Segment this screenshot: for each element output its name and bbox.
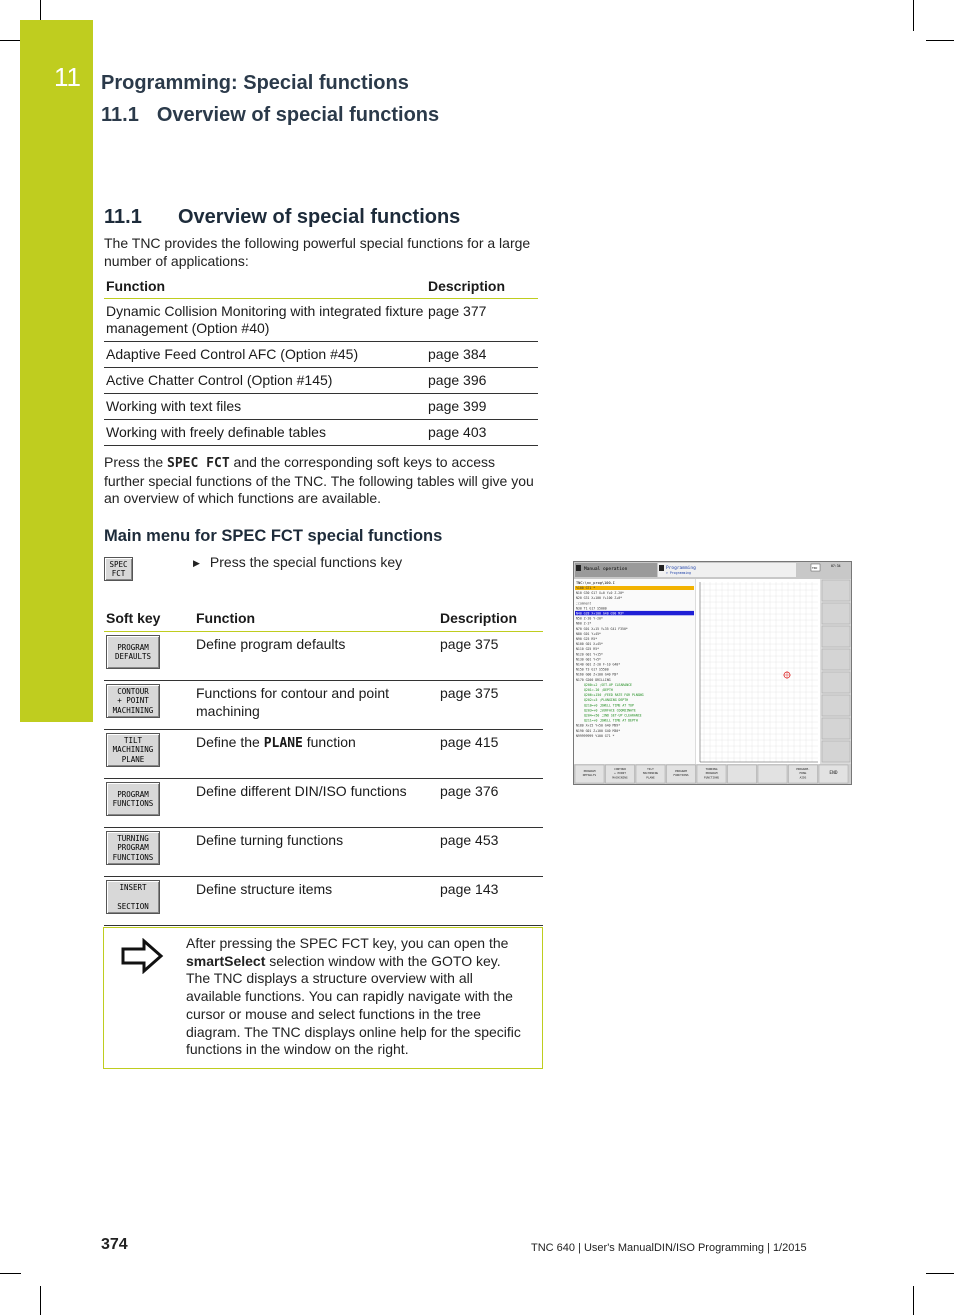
softkey-cell (104, 828, 194, 877)
page-reference-cell: page 399 (426, 394, 538, 420)
arrow-right-icon (120, 938, 164, 974)
screen-code-line: N70 G01 X+15 Y+35 G41 F350* (576, 626, 628, 631)
screen-code-line: ;comment (576, 601, 592, 606)
screen-mode-sub: > Programming (666, 571, 691, 575)
function-cell: Dynamic Collision Monitoring with integrated fixture management (Option #40) (104, 299, 426, 342)
screen-code-line: N140 G01 Z-20 F-10 G40* (576, 662, 621, 667)
section-heading (104, 206, 460, 229)
section-title: Overview of special functions (178, 206, 461, 228)
screen-softkey-label: FUNCTIONS (673, 773, 689, 778)
page-number: 374 (101, 1236, 128, 1253)
function-text: Define turning functions (196, 832, 344, 848)
softkey-image: PROGRAM DEFAULTS (106, 635, 160, 669)
tnc-screen-image (574, 562, 851, 784)
function-cell: Adaptive Feed Control AFC (Option #45) (104, 342, 426, 368)
crop-mark (926, 1273, 954, 1274)
table-row (104, 394, 538, 420)
spec-fct-key: SPEC FCT (104, 557, 133, 581)
screen-code-line: N20 G31 X+100 Y+100 Z+0* (576, 596, 623, 601)
note-text-part: After pressing the SPEC FCT key, you can open the (186, 935, 509, 951)
table-row (104, 730, 543, 779)
screen-softkey-label: TILT (647, 767, 654, 771)
softkey-image: TURNING PROGRAM FUNCTIONS (106, 831, 160, 865)
chapter-sidebar (20, 20, 93, 722)
function-cell (194, 681, 438, 730)
screen-vertical-softkey (822, 649, 850, 670)
screen-code-line: N99999999 %100 G71 * (576, 733, 615, 738)
table-row (104, 877, 543, 926)
crop-mark (913, 0, 914, 31)
crop-mark (40, 0, 41, 21)
paragraph-text: Press the (104, 454, 168, 470)
softkey-image: TILT MACHINING PLANE (106, 733, 160, 767)
softkey-cell (104, 681, 194, 730)
screen-code-line: N100 G01 X+45* (576, 642, 603, 647)
function-text: Define different DIN/ISO functions (196, 783, 407, 799)
screen-code-line: Q202=+5 ;PLUNGING DEPTH (584, 698, 629, 703)
page-reference-cell: page 375 (438, 681, 543, 730)
chapter-number: 11 (54, 62, 81, 92)
screen-code-line: N30 T1 G17 S5000 (576, 606, 607, 611)
screen-clock: 07:34 (831, 564, 841, 568)
softkey-cell (104, 779, 194, 828)
page-reference-cell: page 143 (438, 877, 543, 926)
softkey-cell (104, 877, 194, 926)
intro-paragraph: The TNC provides the following powerful special functions for a large number of applications: (104, 235, 531, 269)
softkey-image: PROGRAM FUNCTIONS (106, 782, 160, 816)
crop-mark (0, 1273, 21, 1274)
screen-code-line: Q206=+150 ;FEED RATE FOR PLNGNG (584, 693, 644, 698)
page-reference-cell: page 377 (426, 299, 538, 342)
page-reference-cell: page 415 (438, 730, 543, 779)
column-header-description: Description (438, 607, 543, 632)
function-cell (194, 632, 438, 681)
screen-code-line: N110 G25 R5* (576, 647, 600, 652)
smartselect-keyword: smartSelect (186, 952, 266, 969)
screen-mode-right: Programming (666, 566, 696, 571)
screen-code-line: Q200=+2 ;SET-UP CLEARANCE (584, 682, 632, 687)
page-reference-cell: page 453 (438, 828, 543, 877)
softkey-table (104, 607, 543, 926)
column-header-description: Description (426, 275, 538, 299)
screen-softkey-label: FUNCTIONS (703, 775, 720, 780)
screen-code-line: Q203=+0 ;SURFACE COORDINATE (584, 708, 636, 713)
function-cell (194, 828, 438, 877)
screen-code-line: Q211=+0 ;DWELL TIME AT DEPTH (584, 718, 638, 723)
table-row (104, 368, 538, 394)
column-header-function: Function (104, 275, 426, 299)
function-text: Functions for contour and point machining (196, 685, 390, 719)
screen-softkey-label: PROGRAM (675, 769, 687, 773)
function-keyword: PLANE (263, 736, 303, 751)
screen-softkey-label: MACHINING (642, 771, 659, 776)
screen-file-path: TNC:\nc_prog\100.I (576, 581, 615, 585)
function-text: Define the (196, 734, 264, 750)
screen-softkey (728, 765, 757, 783)
screen-softkey-label: MING (799, 771, 807, 776)
screen-vertical-softkey (822, 718, 850, 739)
function-cell: Working with freely definable tables (104, 420, 426, 446)
note-text-part: selection window with the GOTO key. The TNC displays a structure overview with all available functions. You can rapidly navigate with the cursor or mouse and select functions in the tree diagram. The TNC displays online help for the specific functions in the window on the right. (186, 952, 521, 1058)
screen-softkey (758, 765, 787, 783)
paragraph-text: and the corresponding soft keys to access further special functions of the TNC. The following tables will give you an overview of which functions are available. (104, 454, 534, 506)
screen-softkey-label: AIDS (799, 775, 807, 780)
screen-code-line: Q210=+0 ;DWELL TIME AT TOP (584, 703, 634, 708)
screen-code-line: N90 G25 R5* (576, 637, 598, 641)
softkey-image: CONTOUR + POINT MACHINING (106, 684, 160, 718)
crop-mark (40, 1286, 41, 1315)
table-row (104, 299, 538, 342)
screen-code-line: N170 G200 DRILLING (576, 677, 611, 682)
screen-code-line: Q201=-20 ;DEPTH (584, 688, 613, 692)
crop-mark (0, 40, 21, 41)
function-text: function (302, 734, 356, 750)
screen-code-line: N120 G01 Y+15* (576, 652, 603, 657)
page-reference-cell: page 376 (438, 779, 543, 828)
page-reference-cell: page 396 (426, 368, 538, 394)
softkey-cell (104, 632, 194, 681)
running-section-header (101, 104, 439, 127)
table-row (104, 420, 538, 446)
function-text: Define program defaults (196, 636, 346, 652)
function-cell (194, 877, 438, 926)
section-number: 11.1 (104, 206, 142, 228)
column-header-softkey: Soft key (104, 607, 194, 632)
screen-vertical-softkey (822, 741, 850, 762)
spec-fct-paragraph (104, 454, 538, 508)
page-reference-cell: page 375 (438, 632, 543, 681)
screen-vertical-softkey (822, 580, 850, 601)
screen-vertical-softkey (822, 603, 850, 624)
chapter-title: Programming: Special functions (101, 72, 409, 94)
screen-code-line: %100 G71 * (576, 586, 596, 590)
instruction-text: Press the special functions key (209, 554, 403, 570)
crop-mark (913, 1286, 914, 1315)
note-box (103, 927, 543, 1069)
function-cell: Working with text files (104, 394, 426, 420)
screen-softkey-label: TURNING (705, 767, 718, 771)
screen-softkey-label: PROGRAM (705, 771, 718, 776)
screen-softkey-label: MACHINING (612, 775, 628, 780)
table-row (104, 681, 543, 730)
footer-manual-title: TNC 640 | User's ManualDIN/ISO Programming | 1/2015 (531, 1242, 807, 1254)
page-reference-cell: page 403 (426, 420, 538, 446)
subsection-heading: Main menu for SPEC FCT special functions (104, 527, 443, 545)
crop-mark (926, 40, 954, 41)
screen-code-line: N60 Z-2* (576, 621, 592, 626)
screen-code-line: N40 G28 X+100 G40 G90 M3* (576, 611, 624, 616)
screen-code-line: N180 X+15 Y+50 G40 M99* (576, 723, 621, 728)
tnc-screenshot (573, 561, 852, 785)
screen-code-line: N10 G30 G17 X+0 Y+0 Z-20* (576, 591, 624, 596)
function-cell (194, 730, 438, 779)
screen-code-line: N190 G01 Z+100 G40 M30* (576, 728, 621, 733)
function-cell (194, 779, 438, 828)
screen-code-line: Q204=+50 ;2ND SET-UP CLEARANCE (584, 713, 642, 718)
screen-horizontal-softkeys (575, 765, 848, 783)
screen-code-line: N160 G00 Z+100 G40 M3* (576, 672, 619, 677)
screen-softkey-label: PROGRAM (583, 769, 596, 773)
special-functions-table (104, 275, 538, 446)
screen-softkey-label: DEFAULTS (582, 773, 597, 778)
softkey-image: INSERT SECTION (106, 880, 160, 914)
screen-vertical-softkey (822, 695, 850, 716)
note-text (186, 935, 526, 1059)
screen-softkey-label: CONTOUR (614, 767, 626, 771)
screen-softkey-label: END (829, 771, 838, 776)
table-row (104, 342, 538, 368)
instruction-step (193, 554, 402, 570)
screen-softkey-label: PROGRAM- (796, 767, 810, 771)
screen-tnc-label: TNC (812, 566, 818, 570)
screen-code-line: N50 Z-20 Y-20* (576, 616, 603, 621)
screen-softkey-label: PLANE (646, 775, 655, 780)
screen-code-line: N150 T3 G17 S5500 (576, 667, 609, 672)
table-row (104, 632, 543, 681)
softkey-cell (104, 730, 194, 779)
step-arrow-icon: ▶ (193, 558, 200, 568)
column-header-function: Function (194, 607, 438, 632)
screen-code-line: N80 G01 Y+45* (576, 631, 601, 636)
page-reference-cell: page 384 (426, 342, 538, 368)
function-text: Define structure items (196, 881, 333, 897)
screen-mode-left: Manual operation (584, 567, 628, 572)
running-section-number: 11.1 (101, 104, 139, 126)
screen-vertical-softkey (822, 626, 850, 647)
function-cell: Active Chatter Control (Option #145) (104, 368, 426, 394)
running-section-title: Overview of special functions (156, 104, 440, 126)
screen-code-line: N130 G01 Y+5* (576, 657, 601, 662)
screen-vertical-softkey (822, 672, 850, 693)
table-row (104, 779, 543, 828)
table-row (104, 828, 543, 877)
spec-fct-keyword: SPEC FCT (167, 456, 230, 471)
screen-softkey-label: + POINT (614, 771, 626, 776)
